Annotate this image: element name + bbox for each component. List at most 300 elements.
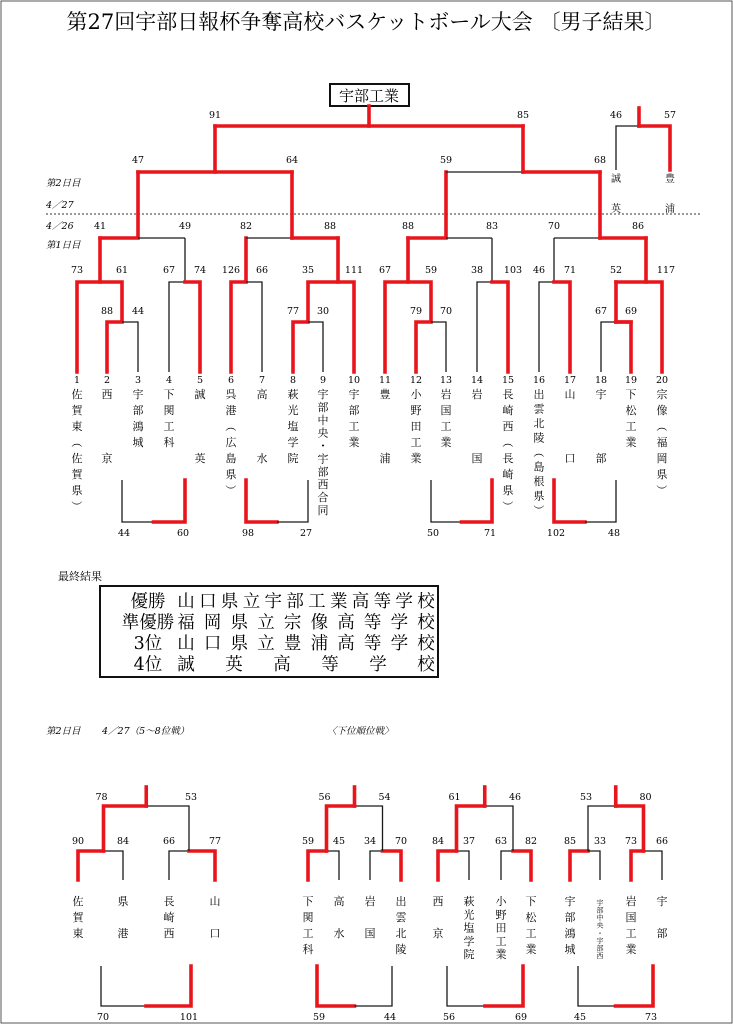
team-name-char: 県 <box>533 489 545 503</box>
team-name-char: 浦 <box>379 452 391 465</box>
team-name-char: 部 <box>317 400 329 414</box>
team-name-char: 宇 <box>348 388 360 401</box>
bracket-line <box>104 851 124 880</box>
score-label: 91 <box>208 110 222 121</box>
score-label: 50 <box>426 528 440 539</box>
team-name-char: 国 <box>625 911 637 924</box>
score-label: 48 <box>607 528 621 539</box>
score-label: 59 <box>312 1012 326 1023</box>
team-name-char: 塩 <box>287 420 299 433</box>
team-name: 英 <box>611 204 621 215</box>
score-label: 78 <box>95 792 108 803</box>
main-bracket-labels <box>70 110 676 539</box>
score-label: 83 <box>485 221 499 232</box>
team-name-char: 工 <box>495 934 507 948</box>
bracket-line <box>231 238 246 372</box>
team-name-char: 岩 <box>364 895 376 908</box>
team-number: 8 <box>289 375 297 386</box>
results-caption: 最終結果 <box>58 570 102 583</box>
champion-name: 宇部工業 <box>338 87 400 105</box>
score-label: 84 <box>431 836 445 847</box>
team-name-char: 宇 <box>317 388 329 401</box>
team-name-char: 賀 <box>72 911 84 924</box>
score-label: 44 <box>383 1012 397 1023</box>
bracket-line <box>431 322 446 372</box>
bracket-line <box>554 480 585 522</box>
bracket-line <box>122 480 154 522</box>
lower-section-label: 〈下位順位戦〉 <box>327 726 394 737</box>
result-rank: 4位 <box>133 655 163 675</box>
team-name-char: 央 <box>317 426 329 440</box>
bracket-line <box>578 966 616 1006</box>
team-name <box>70 388 83 512</box>
team-name-char: 業 <box>410 452 422 465</box>
bracket-line <box>77 238 100 372</box>
team-name-char: 島 <box>533 460 545 474</box>
team-name-char: 関 <box>163 404 175 417</box>
team-name-char: 光 <box>463 908 475 922</box>
team-name-char: 野 <box>495 908 507 922</box>
score-label: 61 <box>448 792 461 803</box>
score-label: 61 <box>115 265 129 276</box>
team-name-char: 賀 <box>71 404 83 417</box>
result-school-char: 部 <box>286 592 304 612</box>
score-label: 126 <box>221 265 241 276</box>
team-number: 5 <box>196 375 204 386</box>
result-school-char: 福 <box>177 613 195 633</box>
bracket-line <box>355 966 393 1006</box>
team-name-char: 部 <box>596 906 604 915</box>
team-name <box>133 388 144 449</box>
team-name-char: 崎 <box>163 911 175 924</box>
team-name-char: 陵 <box>395 943 407 956</box>
team-name <box>380 387 391 465</box>
team-name-char: 中 <box>596 914 604 923</box>
bracket-line <box>477 238 492 372</box>
bracket-line <box>138 126 215 172</box>
team-number: 2 <box>103 375 111 386</box>
score-label: 73 <box>70 265 84 276</box>
bracket-line <box>215 106 369 126</box>
team-name-char: 下 <box>625 388 637 401</box>
team-name-char: 部 <box>595 452 607 465</box>
team-name-char: ・ <box>596 929 604 938</box>
score-label: 46 <box>532 265 546 276</box>
team-name-char: 港 <box>225 404 237 417</box>
team-name-char: 高 <box>333 895 345 908</box>
team-name-char: 合 <box>317 491 329 505</box>
team-name-char: 宇 <box>596 936 604 945</box>
score-label: 66 <box>655 836 669 847</box>
bracket-line <box>485 966 523 1006</box>
score-label: 77 <box>208 836 222 847</box>
day2-label: 第2日目 <box>46 178 81 189</box>
team-name <box>257 387 268 465</box>
team-name <box>626 388 638 449</box>
team-number: 17 <box>563 375 577 386</box>
bracket-line <box>169 238 185 372</box>
team-number: 6 <box>227 375 235 386</box>
result-school-char: 校 <box>417 592 435 612</box>
team-name <box>464 894 475 961</box>
bracket-line <box>189 851 215 880</box>
lower-brackets <box>72 787 668 1023</box>
score-label: 88 <box>323 221 337 232</box>
result-school-char: 誠 <box>177 655 195 675</box>
bracket-line <box>554 282 570 372</box>
team-name-char: （ <box>532 446 546 458</box>
team-name <box>303 895 314 956</box>
score-label: 57 <box>663 110 677 121</box>
result-school <box>177 655 435 675</box>
team-name-char: 誠 <box>194 388 206 401</box>
score-label: 68 <box>593 155 607 166</box>
score-label: 98 <box>241 528 255 539</box>
team-name-char: 長 <box>502 452 514 465</box>
team-name-char: 豊 <box>379 388 391 401</box>
team-name-char: 科 <box>163 436 175 449</box>
score-label: 73 <box>624 836 638 847</box>
team-name-char: 部 <box>132 404 144 417</box>
score-label: 85 <box>516 110 530 121</box>
page-title: 第27回宇部日報杯争奪高校バスケットボール大会 〔男子結果〕 <box>66 10 666 34</box>
team-name-char: ） <box>501 500 515 512</box>
team-number: 20 <box>655 375 669 386</box>
score-label: 82 <box>239 221 253 232</box>
bracket-line <box>78 851 104 880</box>
score-label: 59 <box>439 155 453 166</box>
team-name-char: 佐 <box>72 895 84 908</box>
score-label: 111 <box>344 265 364 276</box>
team-name <box>526 895 538 956</box>
bracket-line <box>446 126 523 172</box>
team-name-char: 田 <box>410 420 422 433</box>
score-label: 56 <box>318 792 331 803</box>
team-number: 11 <box>378 375 392 386</box>
team-name-char: 像 <box>656 404 668 417</box>
team-name-char: 工 <box>163 420 175 433</box>
bracket-line <box>383 851 402 880</box>
score-label: 67 <box>594 306 608 317</box>
team-name-char: 岩 <box>625 895 637 908</box>
score-label: 71 <box>483 528 497 539</box>
score-label: 70 <box>96 1012 110 1023</box>
team-name-char: 県 <box>502 484 514 497</box>
team-name-char: 宇 <box>596 899 604 907</box>
team-name-char: 英 <box>194 452 206 465</box>
team-name-char: 出 <box>395 895 407 908</box>
score-label: 70 <box>439 306 453 317</box>
team-name-char: 院 <box>287 452 299 465</box>
team-name-char: 国 <box>440 404 452 417</box>
score-label: 71 <box>563 265 577 276</box>
score-label: 44 <box>117 528 131 539</box>
team-name-char: 業 <box>440 436 452 449</box>
team-name-char: 国 <box>471 452 483 465</box>
bracket-line <box>588 851 600 880</box>
team-name-char: 広 <box>225 436 237 449</box>
bracket-line <box>308 322 323 372</box>
score-label: 27 <box>299 528 313 539</box>
team-name-char: 雲 <box>395 911 407 924</box>
day2-date: 4／27 <box>46 200 74 211</box>
team-name <box>596 388 607 465</box>
bracket-line <box>408 282 431 372</box>
bracket-line <box>601 238 646 372</box>
score-label: 82 <box>524 836 538 847</box>
team-name-char: 宇 <box>656 895 668 908</box>
team-name-char: 業 <box>495 948 507 961</box>
result-school-char: 学 <box>395 592 413 612</box>
bracket-line <box>100 282 122 372</box>
score-label: 63 <box>494 836 508 847</box>
score-label: 90 <box>71 836 85 847</box>
team-name-char: 西 <box>596 952 604 960</box>
team-name-char: 陵 <box>533 431 545 445</box>
team-name-char: 水 <box>333 927 345 940</box>
team-name-char: 根 <box>533 475 545 488</box>
score-label: 59 <box>424 265 438 276</box>
team-name-char: （ <box>501 436 515 448</box>
bracket-line <box>154 480 186 522</box>
team-name-char: 県 <box>71 484 83 497</box>
team-name <box>441 387 452 449</box>
result-school-char: 高 <box>273 655 291 675</box>
score-label: 46 <box>508 792 522 803</box>
team-name-char: 西 <box>163 927 175 940</box>
team-name-char: 佐 <box>71 452 83 465</box>
score-label: 88 <box>401 221 415 232</box>
team-number: 15 <box>501 375 515 386</box>
score-label: 103 <box>503 265 523 276</box>
result-school-char: 学 <box>390 613 409 633</box>
team-name <box>349 388 360 449</box>
team-name: 豊 <box>665 174 675 185</box>
result-school-char: 宗 <box>283 613 302 633</box>
result-school-char: 県 <box>220 592 239 612</box>
team-name <box>164 388 175 449</box>
team-name-char: 島 <box>225 452 237 465</box>
bracket-line <box>447 966 485 1006</box>
team-name <box>472 387 483 465</box>
team-name-char: （ <box>224 420 238 432</box>
lower-date-label: 4／27（5～8位戦） <box>102 726 190 737</box>
team-name-char: 小 <box>410 388 422 401</box>
result-school-char: 口 <box>203 634 222 654</box>
team-name <box>195 388 206 465</box>
team-name-char: 関 <box>302 911 314 924</box>
team-name-char: ・ <box>317 439 329 453</box>
score-label: 102 <box>546 528 566 539</box>
result-school-char: 立 <box>257 634 275 654</box>
team-name-char: 松 <box>525 911 537 924</box>
team-number: 12 <box>409 375 423 386</box>
team-name-char: 雲 <box>533 402 545 416</box>
team-name-char: 工 <box>525 927 537 940</box>
team-number: 10 <box>347 375 361 386</box>
team-name-char: 下 <box>302 895 314 908</box>
result-school-char: 岡 <box>203 613 222 633</box>
team-name <box>334 894 345 940</box>
team-number: 14 <box>470 375 484 386</box>
score-label: 67 <box>378 265 392 276</box>
team-name <box>501 388 514 512</box>
result-school-char: 立 <box>257 613 275 633</box>
bracket-line <box>492 282 508 372</box>
team-name-char: 宇 <box>595 388 607 401</box>
team-name <box>565 388 576 465</box>
team-name-char: 業 <box>625 436 637 449</box>
result-rank: 優勝 <box>130 592 166 612</box>
bracket-line <box>293 238 338 372</box>
result-school-char: 高 <box>337 613 355 633</box>
team-name-char: 工 <box>410 436 422 449</box>
bracket-line <box>631 851 644 880</box>
bracket-line <box>570 851 588 880</box>
team-name <box>118 895 129 940</box>
bracket-line <box>646 282 662 372</box>
bracket-line <box>501 851 513 880</box>
bracket-line <box>185 282 200 372</box>
team-name-char: 山 <box>564 388 576 401</box>
score-label: 52 <box>609 265 623 276</box>
score-label: 47 <box>131 155 145 166</box>
result-school-char: 宇 <box>264 592 283 612</box>
team-name-char: 工 <box>348 420 360 433</box>
team-name <box>288 387 299 465</box>
score-label: 46 <box>609 110 623 121</box>
team-number: 13 <box>439 375 453 386</box>
team-name-char: 工 <box>625 927 637 940</box>
team-name-char: 工 <box>302 927 314 940</box>
team-name-char: 県 <box>225 468 237 481</box>
day1-label: 第1日目 <box>46 240 81 251</box>
score-label: 59 <box>301 836 315 847</box>
team-name-char: 田 <box>495 921 507 935</box>
team-name <box>365 894 376 940</box>
team-name-char: ） <box>70 500 84 512</box>
team-number: 16 <box>532 375 546 386</box>
bracket-line <box>438 851 457 880</box>
result-school-char: 高 <box>337 634 355 654</box>
team-name-char: 学 <box>287 436 299 449</box>
team-name-char: 西 <box>432 895 444 908</box>
result-school-char: 校 <box>417 634 435 654</box>
score-label: 101 <box>179 1012 199 1023</box>
result-school-char: 立 <box>242 592 261 612</box>
team-name-char: 口 <box>209 927 221 940</box>
result-school-char: 校 <box>417 655 435 675</box>
score-label: 45 <box>332 836 346 847</box>
result-school-char: 山 <box>177 634 195 654</box>
team-name-char: 業 <box>348 436 360 449</box>
team-name <box>657 895 668 940</box>
score-label: 41 <box>93 221 107 232</box>
result-school-char: 県 <box>230 634 249 654</box>
bracket-line <box>146 966 191 1006</box>
score-label: 35 <box>301 265 315 276</box>
result-school-char: 豊 <box>283 634 302 654</box>
score-label: 64 <box>285 155 299 166</box>
team-name-char: 国 <box>364 927 376 940</box>
team-name-char: 崎 <box>502 468 514 481</box>
team-name-char: 工 <box>440 420 452 433</box>
team-name <box>210 895 221 940</box>
result-school-char: 校 <box>417 613 435 633</box>
team-name <box>532 387 545 516</box>
result-rank: 3位 <box>133 634 163 654</box>
lower-day-label: 第2日目 <box>46 726 81 737</box>
result-school-char: 浦 <box>310 634 329 654</box>
team-name <box>73 895 85 940</box>
team-name-char: 業 <box>525 943 537 956</box>
team-name-char: 西 <box>101 388 113 401</box>
team-name-char: 崎 <box>502 404 514 417</box>
team-name-char: ） <box>532 504 546 516</box>
team-name-char: 宇 <box>564 895 576 908</box>
team-name-char: 西 <box>317 478 329 492</box>
bracket-line <box>122 322 138 372</box>
team-name <box>565 895 576 956</box>
team-name-char: ） <box>224 484 238 496</box>
team-name-char: 下 <box>525 895 537 908</box>
result-school-char: 山 <box>177 592 195 612</box>
score-label: 38 <box>470 265 484 276</box>
bracket-line <box>338 282 354 372</box>
team-name-char: 同 <box>317 504 329 517</box>
result-school-char: 工 <box>308 592 326 612</box>
result-school-char: 業 <box>329 592 348 612</box>
team-name <box>224 388 237 496</box>
bracket-line <box>585 480 616 522</box>
score-label: 53 <box>184 792 198 803</box>
main-bracket <box>77 106 670 522</box>
team-name <box>102 388 113 465</box>
team-number: 1 <box>73 375 81 386</box>
team-name-char: ） <box>655 484 669 496</box>
bracket-line <box>639 126 670 170</box>
bracket-line <box>431 480 462 522</box>
score-label: 73 <box>644 1012 658 1023</box>
team-name: 誠 <box>611 174 621 185</box>
team-name-char: 口 <box>564 452 576 465</box>
team-name-char: 部 <box>656 927 668 940</box>
result-school-char: 像 <box>310 613 329 633</box>
bracket-line <box>327 851 340 880</box>
team-name-char: 宇 <box>132 388 144 401</box>
score-label: 34 <box>363 836 377 847</box>
score-label: 45 <box>573 1012 587 1023</box>
team-name-char: 岡 <box>656 452 668 465</box>
team-name-char: 高 <box>256 388 268 401</box>
team-name-char: 長 <box>502 388 514 401</box>
result-school-char: 等 <box>321 655 339 675</box>
score-label: 79 <box>409 306 423 317</box>
team-name-char: 部 <box>317 465 329 479</box>
team-name-char: 院 <box>463 948 475 961</box>
score-label: 56 <box>442 1012 456 1023</box>
team-name-char: 港 <box>117 927 129 940</box>
team-name-char: 福 <box>656 436 668 449</box>
team-name-char: 塩 <box>463 921 475 935</box>
team-name-char: 北 <box>395 927 407 940</box>
team-name <box>433 895 444 940</box>
score-label: 74 <box>193 265 207 276</box>
team-name-char: 県 <box>656 468 668 481</box>
score-label: 37 <box>462 836 476 847</box>
team-name-char: 鴻 <box>564 927 576 940</box>
score-label: 86 <box>631 221 645 232</box>
